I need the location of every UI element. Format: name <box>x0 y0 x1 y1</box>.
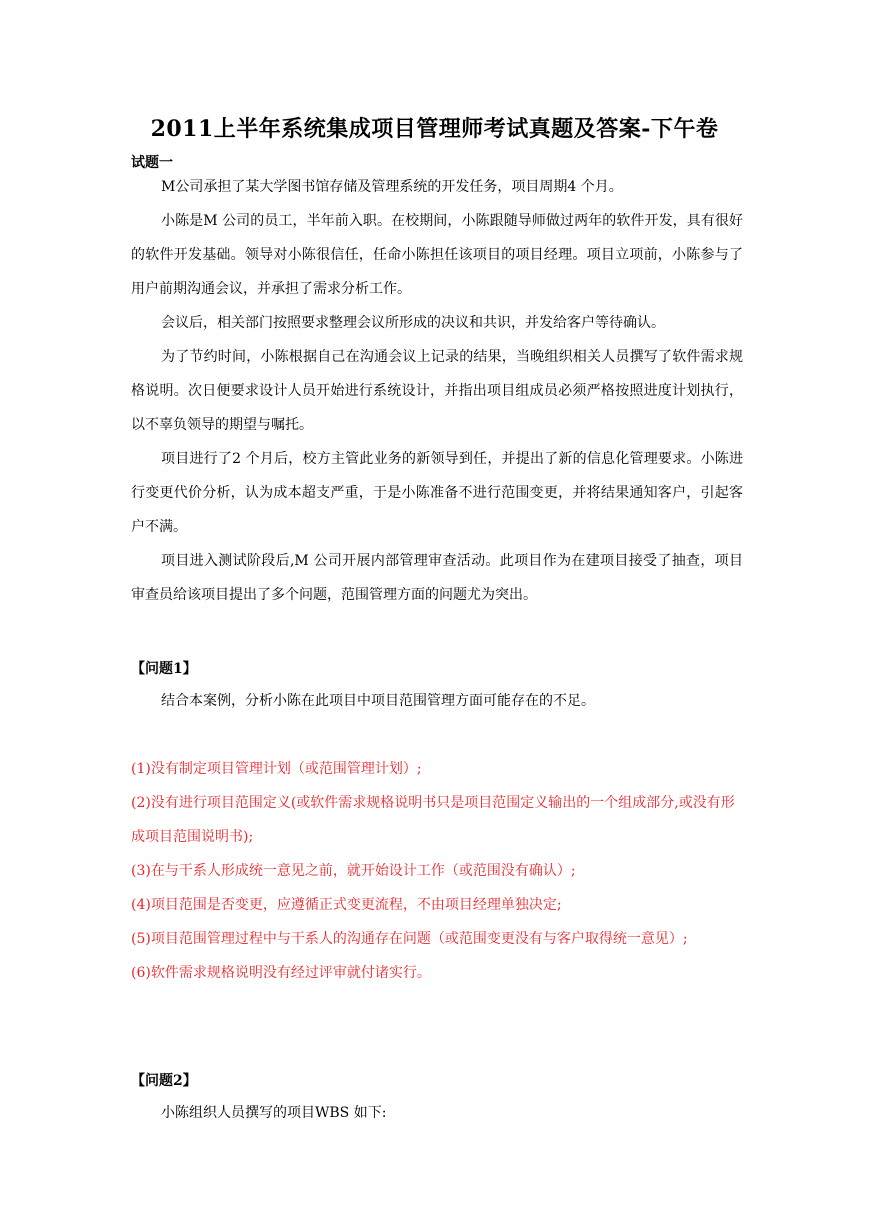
answer-item-2: (2)没有进行项目范围定义(或软件需求规格说明书只是项目范围定义输出的一个组成部分,或没有形成项目范围说明书); <box>131 795 735 845</box>
answer-item-3: (3)在与干系人形成统一意见之前，就开始设计工作（或范围没有确认）; <box>131 863 576 879</box>
answer-item-6: (6)软件需求规格说明没有经过评审就付诸实行。 <box>131 965 431 981</box>
section-heading: 试题一 <box>131 155 173 171</box>
answer-item-1: (1)没有制定项目管理计划（或范围管理计划）; <box>131 761 422 777</box>
question-1-answer <box>131 752 743 990</box>
case-paragraph-3: 会议后，相关部门按照要求整理会议所形成的决议和共识，并发给客户等待确认。 <box>161 315 665 331</box>
case-paragraph-2: 小陈是M 公司的员工，半年前入职。在校期间，小陈跟随导师做过两年的软件开发，具有很好的软件开发基础。领导对小陈很信任，任命小陈担任该项目的项目经理。项目立项前，小陈参与了用户前期沟通会议，并承担了需求分析工作。 <box>131 213 743 297</box>
question-1-prompt: 结合本案例，分析小陈在此项目中项目范围管理方面可能存在的不足。 <box>161 693 595 709</box>
question-2-heading: 【问题2】 <box>131 1073 197 1089</box>
question-2-prompt: 小陈组织人员撰写的项目WBS 如下: <box>161 1105 387 1121</box>
case-paragraph-4: 为了节约时间，小陈根据自己在沟通会议上记录的结果，当晚组织相关人员撰写了软件需求规格说明。次日便要求设计人员开始进行系统设计，并指出项目组成员必须严格按照进度计划执行，以不辜负领导的期望与嘱托。 <box>131 349 743 433</box>
answer-item-5: (5)项目范围管理过程中与干系人的沟通存在问题（或范围变更没有与客户取得统一意见）; <box>131 931 688 947</box>
case-paragraph-1: M公司承担了某大学图书馆存储及管理系统的开发任务，项目周期4 个月。 <box>161 179 623 195</box>
case-paragraph-6: 项目进入测试阶段后,M 公司开展内部管理审查活动。此项目作为在建项目接受了抽查，项目审查员给该项目提出了多个问题，范围管理方面的问题尤为突出。 <box>131 553 743 603</box>
answer-item-4: (4)项目范围是否变更，应遵循正式变更流程，不由项目经理单独决定; <box>131 897 562 913</box>
question-1-heading: 【问题1】 <box>131 661 197 677</box>
document-title: 2011上半年系统集成项目管理师考试真题及答案-下午卷 <box>150 116 719 142</box>
case-paragraph-5: 项目进行了2 个月后，校方主管此业务的新领导到任，并提出了新的信息化管理要求。小陈进行变更代价分析，认为成本超支严重，于是小陈准备不进行范围变更，并将结果通知客户，引起客户不满。 <box>131 451 743 535</box>
